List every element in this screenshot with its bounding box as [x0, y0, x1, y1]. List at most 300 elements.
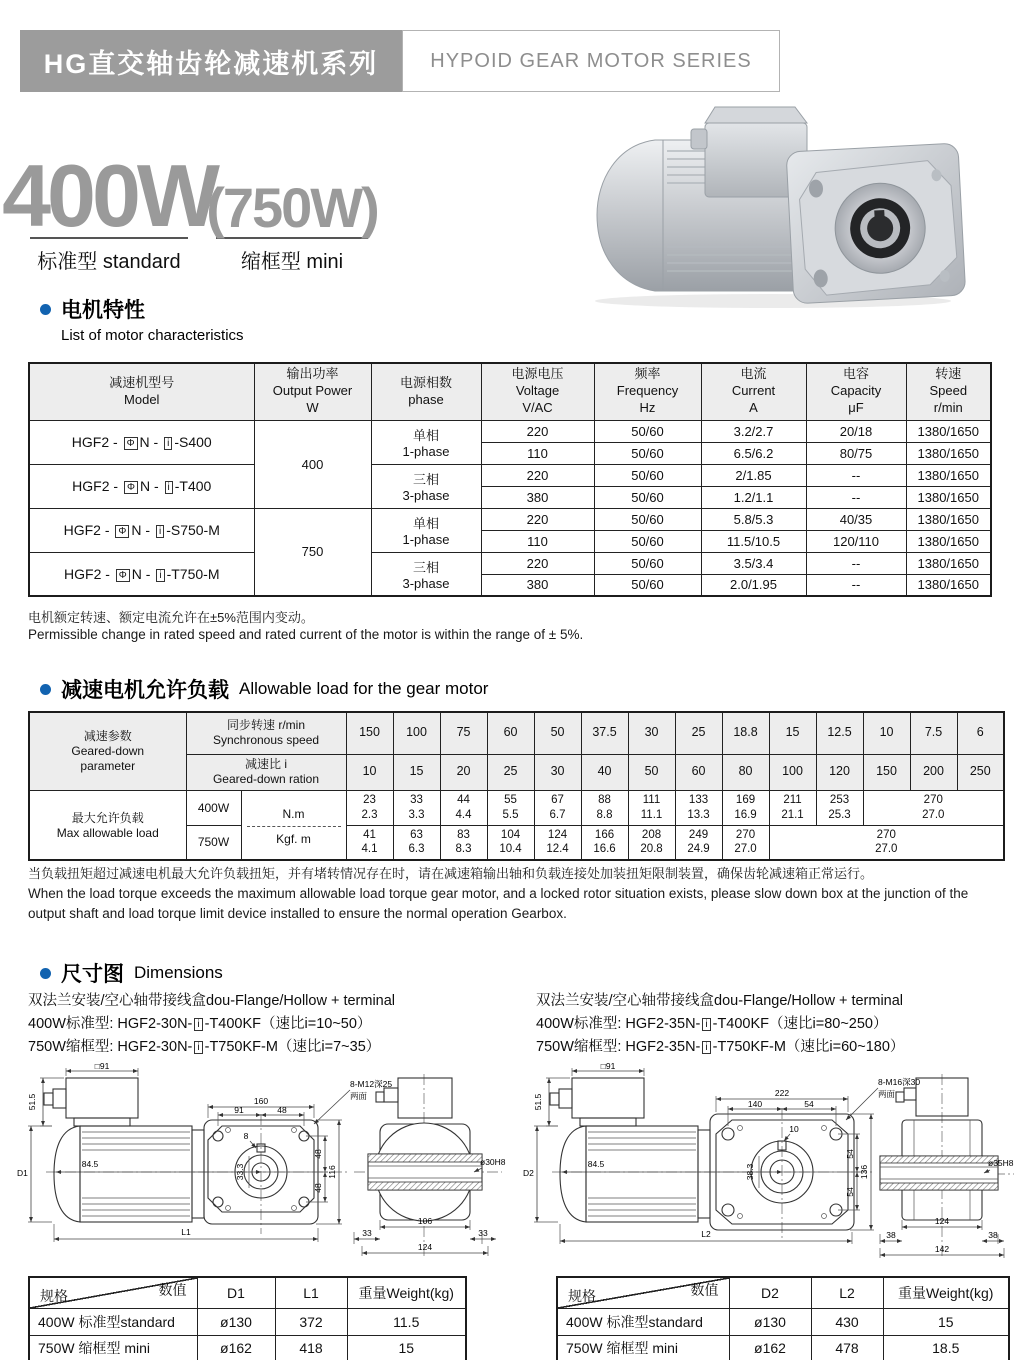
load-value-cell: [346, 790, 393, 825]
dim-subtitle: 双法兰安装/空心轴带接线盒dou-Flange/Hollow + terminal: [28, 993, 396, 1009]
nm-value: 270: [735, 828, 756, 841]
power-main-block: [2, 145, 216, 274]
kgfm-value: 20.8: [640, 843, 663, 856]
current-cell: 11.5/10.5: [701, 530, 806, 552]
phase-cn: 三相: [412, 559, 439, 575]
phase-cell: [371, 508, 481, 552]
ratio-value: 25: [487, 754, 534, 790]
header-line: Voltage: [515, 383, 560, 399]
model-text: N -: [139, 434, 163, 450]
nm-value: 104: [500, 828, 521, 841]
spec-l-value: 478: [811, 1335, 883, 1360]
voltage-cell: 220: [481, 552, 594, 574]
kgfm-value: 11.1: [640, 808, 663, 821]
section-title-cn: 尺寸图: [61, 963, 124, 986]
speed-value: 25: [675, 712, 722, 754]
spec-table-right: [556, 1276, 1010, 1360]
ratio-value: 150: [863, 754, 910, 790]
kgfm-value: 27.0: [734, 843, 757, 856]
corner-bottom-label: 规格: [40, 1287, 68, 1304]
nm-value: 41: [363, 828, 376, 841]
spec-corner-cell: [557, 1277, 729, 1308]
kgfm-value: 27.0: [875, 843, 898, 856]
speed-cell: 1380/1650: [906, 442, 991, 464]
header-line: 减速比 i: [245, 757, 288, 771]
note-cn: 当负载扭矩超过减速电机最大允许负载扭矩，并有堵转情况存在时，请在减速箱输出轴和负载连接处加装扭矩限制装置，确保齿轮减速箱正常运行。: [28, 866, 874, 881]
col-header-frequency: [594, 363, 701, 420]
kgfm-value: 13.3: [687, 808, 710, 821]
voltage-cell: 220: [481, 508, 594, 530]
speed-cell: 1380/1650: [906, 508, 991, 530]
header-line: 电源电压: [511, 366, 564, 382]
capacity-cell: 20/18: [806, 420, 906, 442]
table-row: [29, 420, 991, 442]
nm-value: 111: [642, 794, 661, 807]
speed-value: 18.8: [722, 712, 769, 754]
kgfm-value: 2.3: [361, 808, 378, 821]
header-line: 最大允许负载: [71, 811, 144, 826]
section-motor-characteristics: [40, 294, 244, 344]
model-cell: [29, 464, 254, 508]
frequency-cell: 50/60: [594, 508, 701, 530]
current-cell: 2/1.85: [701, 464, 806, 486]
end-view-parts: [880, 1078, 998, 1220]
col-header-capacity: [806, 363, 906, 420]
model-text: -S750-M: [166, 522, 220, 538]
load-value-cell: [346, 825, 393, 860]
spec-d-value: ø130: [729, 1308, 811, 1335]
load-value-cell: [675, 825, 722, 860]
power-alt: (750W): [206, 175, 378, 239]
nm-value: 88: [598, 794, 611, 807]
dim-160: 160: [253, 1096, 269, 1106]
ratio-value: 50: [628, 754, 675, 790]
nm-value: 33: [410, 794, 423, 807]
header-line: Speed: [929, 383, 968, 399]
frequency-cell: 50/60: [594, 530, 701, 552]
corner-bottom-label: 规格: [568, 1287, 596, 1304]
model-text: HGF2 -: [63, 522, 114, 538]
header-line: 频率: [634, 366, 661, 382]
header-line: Model: [124, 391, 160, 407]
header-row: [29, 363, 991, 420]
dim-54a: 54: [845, 1149, 855, 1159]
frequency-cell: 50/60: [594, 486, 701, 508]
col-header-current: [701, 363, 806, 420]
dim-54b: 54: [845, 1187, 855, 1197]
dim-l2: L2: [701, 1229, 711, 1239]
load-value-cell: [393, 825, 440, 860]
allowable-load-table: [28, 711, 1005, 861]
bolt-spec-label2: 两面: [878, 1089, 896, 1099]
ratio-value: 200: [910, 754, 957, 790]
spec-weight-value: 15: [883, 1308, 1009, 1335]
load-value-cell-merged: [863, 790, 1004, 825]
kgfm-value: 25.3: [828, 808, 851, 821]
voltage-cell: 220: [481, 464, 594, 486]
load-value-cell: [581, 790, 628, 825]
header-line: μF: [848, 400, 864, 416]
nm-value: 270: [876, 828, 896, 841]
page-title: HG直交轴齿轮减速机系列: [20, 30, 402, 92]
motor-characteristics-table: [28, 362, 992, 597]
header-line: V/AC: [522, 400, 553, 416]
output-power-cell: 400: [254, 420, 371, 508]
frequency-cell: 50/60: [594, 420, 701, 442]
header-row: [557, 1277, 1009, 1308]
current-cell: 6.5/6.2: [701, 442, 806, 464]
note-en: Permissible change in rated speed and rated current of the motor is within the range of ± 5%.: [28, 627, 584, 642]
section-title-cn: 减速电机允许负载: [61, 679, 229, 702]
col-header-phase: [371, 363, 481, 420]
dim-142: 142: [934, 1244, 950, 1254]
unit-cell: [241, 790, 346, 860]
table-row: [29, 464, 991, 486]
kgfm-value: 5.5: [502, 808, 519, 821]
output-power-cell: 750: [254, 508, 371, 596]
voltage-cell: 380: [481, 574, 594, 596]
kgfm-value: 16.6: [593, 843, 616, 856]
phase-en: 3-phase: [402, 575, 450, 591]
header-line: Output Power: [272, 383, 353, 399]
capacity-cell: --: [806, 552, 906, 574]
kgfm-value: 8.8: [596, 808, 613, 821]
load-value-cell: [722, 790, 769, 825]
col-header-l2: L2: [811, 1277, 883, 1308]
model-text: N -: [131, 522, 154, 538]
phase-cell: [371, 464, 481, 508]
dim-222: 222: [774, 1088, 790, 1098]
power-main: 400W: [2, 145, 216, 245]
ratio-value: 15: [393, 754, 440, 790]
header-line: 电容: [842, 366, 869, 382]
i-box-symbol: i: [194, 1018, 202, 1031]
capacity-cell: 40/35: [806, 508, 906, 530]
power-400-label: 400W: [186, 790, 241, 825]
header-row: [29, 1277, 466, 1308]
load-value-cell: [769, 790, 816, 825]
header-line: Synchronous speed: [212, 733, 320, 748]
nm-value: 270: [923, 794, 943, 807]
phi-box-symbol: Φ: [124, 481, 138, 494]
nm-value: 208: [641, 828, 662, 841]
phi-box-symbol: Φ: [115, 525, 129, 538]
col-header-d2: D2: [729, 1277, 811, 1308]
spec-d-value: ø162: [729, 1335, 811, 1360]
header-line: 电源相数: [399, 374, 452, 390]
spec-d-value: ø130: [197, 1308, 275, 1335]
header-line: 输出功率: [286, 366, 339, 382]
dim-38b: 38: [988, 1230, 998, 1240]
load-value-cell: [628, 825, 675, 860]
i-box-symbol: i: [156, 525, 164, 538]
power-alt-label: 缩框型 mini: [240, 251, 344, 273]
load-value-cell: [581, 825, 628, 860]
header-line: parameter: [80, 758, 136, 773]
i-box-symbol: i: [702, 1018, 710, 1031]
ratio-value: 40: [581, 754, 628, 790]
dim-106: 106: [417, 1216, 433, 1226]
speed-value: 100: [393, 712, 440, 754]
ratio-value: 20: [440, 754, 487, 790]
section-title-cn: 电机特性: [61, 299, 145, 322]
kgfm-value: 4.4: [455, 808, 472, 821]
unit-nm: N.m: [247, 803, 341, 827]
phase-en: 1-phase: [402, 444, 450, 459]
dim-8: 8: [243, 1131, 249, 1141]
load-value-cell: [393, 790, 440, 825]
dim-bore: ø35H8: [988, 1158, 1014, 1168]
nm-value: 83: [457, 828, 470, 841]
model-text: -T400: [174, 478, 212, 494]
capacity-cell: 120/110: [806, 530, 906, 552]
capacity-cell: --: [806, 464, 906, 486]
phase-cell: [371, 420, 481, 464]
load-value-cell: [534, 790, 581, 825]
current-cell: 3.5/3.4: [701, 552, 806, 574]
dim-right-header: [536, 990, 904, 1059]
model-text: -T400KF（速比i=80~250）: [712, 1016, 888, 1032]
dim-bore: ø30H8: [480, 1157, 506, 1167]
dim-model-line: [28, 1036, 395, 1059]
dimension-drawing-left: [16, 1062, 508, 1264]
note-en: When the load torque exceeds the maximum allowable load torque gear motor, and a locked rotor situation exists, please slow down box at the junction of the output shaft and load torque limit device installed to ensure the normal operation Gearbox.: [28, 886, 969, 921]
col-header-l1: L1: [275, 1277, 347, 1308]
section-title-en: Allowable load for the gear motor: [239, 679, 489, 698]
dimension-drawing-right: [522, 1062, 1016, 1264]
dim-54: 54: [804, 1099, 814, 1109]
frequency-cell: 50/60: [594, 464, 701, 486]
bolt-spec-label: 8-M16深30: [878, 1077, 921, 1087]
load-value-cell: [487, 825, 534, 860]
power-main-label: 标准型 standard: [37, 251, 181, 273]
dim-51-5: 51.5: [533, 1093, 543, 1111]
power-alt-block: [206, 150, 378, 274]
synchronous-speed-header: [186, 712, 346, 754]
table-row: [557, 1335, 1009, 1360]
dim-84-5: 84.5: [81, 1159, 99, 1169]
speed-value: 7.5: [910, 712, 957, 754]
speed-value: 37.5: [581, 712, 628, 754]
dim-51-5: 51.5: [27, 1093, 37, 1111]
frequency-cell: 50/60: [594, 442, 701, 464]
header-line: 转速: [935, 366, 962, 382]
header-line: A: [749, 400, 758, 416]
load-value-cell: [722, 825, 769, 860]
bolt-spec-label2: 两面: [350, 1091, 368, 1101]
dim-91: 91: [234, 1105, 244, 1115]
header-line: 电流: [740, 366, 767, 382]
dim-33b: 33: [478, 1228, 488, 1238]
product-photo: [555, 95, 985, 310]
spec-l-value: 372: [275, 1308, 347, 1335]
dim-38-3: 38.3: [745, 1163, 755, 1181]
nm-value: 55: [504, 794, 517, 807]
header-line: phase: [408, 391, 444, 407]
capacity-cell: 80/75: [806, 442, 906, 464]
header-line: Current: [731, 383, 776, 399]
dim-136: 136: [859, 1164, 869, 1180]
phase-cn: 单相: [412, 516, 439, 531]
spec-table-left: [28, 1276, 467, 1360]
i-box-symbol: i: [702, 1041, 710, 1054]
i-box-symbol: i: [156, 569, 164, 582]
ratio-value: 250: [957, 754, 1004, 790]
dim-124: 124: [417, 1242, 433, 1252]
speed-value: 75: [440, 712, 487, 754]
unit-kgfm: Kgf. m: [276, 832, 311, 847]
model-text: HGF2 -: [64, 565, 114, 582]
speed-cell: 1380/1650: [906, 530, 991, 552]
i-box-symbol: i: [164, 437, 172, 450]
model-text: -T750-M: [166, 565, 220, 582]
table-row: [29, 508, 991, 530]
dim-model-line: [536, 1013, 904, 1036]
kgfm-value: 27.0: [922, 808, 945, 821]
speed-cell: 1380/1650: [906, 464, 991, 486]
dim-model-line: [28, 1013, 395, 1036]
col-header-weight: 重量Weight(kg): [883, 1277, 1009, 1308]
spec-weight-value: 11.5: [347, 1308, 466, 1335]
dim-116: 116: [327, 1165, 337, 1179]
kgfm-value: 6.3: [408, 843, 425, 856]
table-row: [29, 1308, 466, 1335]
speed-value: 12.5: [816, 712, 863, 754]
kgfm-value: 6.7: [549, 808, 566, 821]
speed-cell: 1380/1650: [906, 552, 991, 574]
current-cell: 1.2/1.1: [701, 486, 806, 508]
nm-value: 44: [457, 794, 470, 807]
ratio-value: 10: [346, 754, 393, 790]
dim-84-5: 84.5: [587, 1159, 605, 1169]
load-value-cell: [487, 790, 534, 825]
corner-top-label: 数值: [158, 1282, 187, 1298]
col-header-weight: 重量Weight(kg): [347, 1277, 466, 1308]
header-line: Geared-down: [71, 743, 145, 758]
speed-cell: 1380/1650: [906, 486, 991, 508]
model-text: 400W标准型: HGF2-35N-: [536, 1016, 701, 1032]
ratio-value: 100: [769, 754, 816, 790]
model-text: 400W标准型: HGF2-30N-: [28, 1016, 193, 1032]
col-header-output-power: [254, 363, 371, 420]
load-value-cell: [440, 825, 487, 860]
col-header-model: [29, 363, 254, 420]
dim-left-header: [28, 990, 395, 1059]
ratio-value: 80: [722, 754, 769, 790]
spec-name: 750W 缩框型 mini: [557, 1335, 729, 1360]
i-box-symbol: i: [165, 481, 173, 494]
header-line: Frequency: [616, 383, 679, 399]
speed-cell: 1380/1650: [906, 574, 991, 596]
load-value-cell: [628, 790, 675, 825]
spec-name: 400W 标准型standard: [29, 1308, 197, 1335]
spec-weight-value: 15: [347, 1335, 466, 1360]
header-line: Geared-down ration: [212, 772, 320, 786]
power-750-label: 750W: [186, 825, 241, 860]
speed-value: 30: [628, 712, 675, 754]
geared-down-parameter-header: [29, 712, 186, 790]
model-cell: [29, 552, 254, 596]
kgfm-value: 8.3: [455, 843, 472, 856]
table-row: [557, 1308, 1009, 1335]
max-allowable-load-header: [29, 790, 186, 860]
kgfm-value: 21.1: [781, 808, 804, 821]
spec-name: 400W 标准型standard: [557, 1308, 729, 1335]
nm-value: 253: [829, 794, 850, 807]
dim-140: 140: [747, 1099, 763, 1109]
model-text: 750W缩框型: HGF2-30N-: [28, 1039, 193, 1055]
nm-value: 67: [551, 794, 564, 807]
header-line: 减速机型号: [109, 374, 175, 390]
model-text: HGF2 -: [71, 434, 122, 450]
model-text: N -: [131, 565, 155, 582]
nm-value: 23: [363, 794, 376, 807]
dim-model-line: [536, 1036, 904, 1059]
note-cn: 电机额定转速、额定电流允许在±5%范围内变动。: [28, 610, 314, 625]
speed-value: 15: [769, 712, 816, 754]
dim-48: 48: [277, 1105, 287, 1115]
nm-value: 63: [410, 828, 423, 841]
header-line: Hz: [639, 400, 656, 416]
bullet-icon: [40, 968, 51, 979]
load-value-cell: [675, 790, 722, 825]
model-text: HGF2 -: [72, 478, 122, 494]
nm-value: 133: [688, 794, 709, 807]
section-title-en: Dimensions: [134, 963, 223, 982]
bullet-icon: [40, 304, 51, 315]
model-cell: [29, 420, 254, 464]
speed-value: 10: [863, 712, 910, 754]
spec-corner-cell: [29, 1277, 197, 1308]
bullet-icon: [40, 684, 51, 695]
ratio-value: 120: [816, 754, 863, 790]
capacity-cell: --: [806, 574, 906, 596]
header-line: Capacity: [830, 383, 882, 399]
page-subtitle: HYPOID GEAR MOTOR SERIES: [402, 30, 780, 92]
i-box-symbol: i: [194, 1041, 202, 1054]
dim-d1: D1: [17, 1168, 28, 1178]
spec-l-value: 430: [811, 1308, 883, 1335]
spec-d-value: ø162: [197, 1335, 275, 1360]
current-cell: 5.8/5.3: [701, 508, 806, 530]
corner-top-label: 数值: [690, 1282, 719, 1298]
header-line: W: [306, 400, 319, 416]
dim-l1: L1: [181, 1227, 191, 1237]
nm-value: 166: [594, 828, 615, 841]
ratio-header: [186, 754, 346, 790]
model-text: -T400KF（速比i=10~50）: [204, 1016, 372, 1032]
voltage-cell: 110: [481, 442, 594, 464]
section-allowable-load: [40, 674, 488, 704]
section-dimensions: [40, 958, 223, 988]
dim-124: 124: [934, 1216, 950, 1226]
phase-en: 3-phase: [402, 488, 450, 503]
frequency-cell: 50/60: [594, 574, 701, 596]
dim-33a: 33: [362, 1228, 372, 1238]
frequency-cell: 50/60: [594, 552, 701, 574]
dim-box91: □91: [94, 1062, 110, 1071]
table-row: [29, 552, 991, 574]
dim-box91: □91: [600, 1062, 616, 1071]
model-text: 750W缩框型: HGF2-35N-: [536, 1039, 701, 1055]
current-cell: 3.2/2.7: [701, 420, 806, 442]
header-line: 同步转速 r/min: [227, 718, 306, 733]
speed-value: 150: [346, 712, 393, 754]
model-cell: [29, 508, 254, 552]
nm-value: 249: [688, 828, 709, 841]
speed-value: 50: [534, 712, 581, 754]
speed-cell: 1380/1650: [906, 420, 991, 442]
